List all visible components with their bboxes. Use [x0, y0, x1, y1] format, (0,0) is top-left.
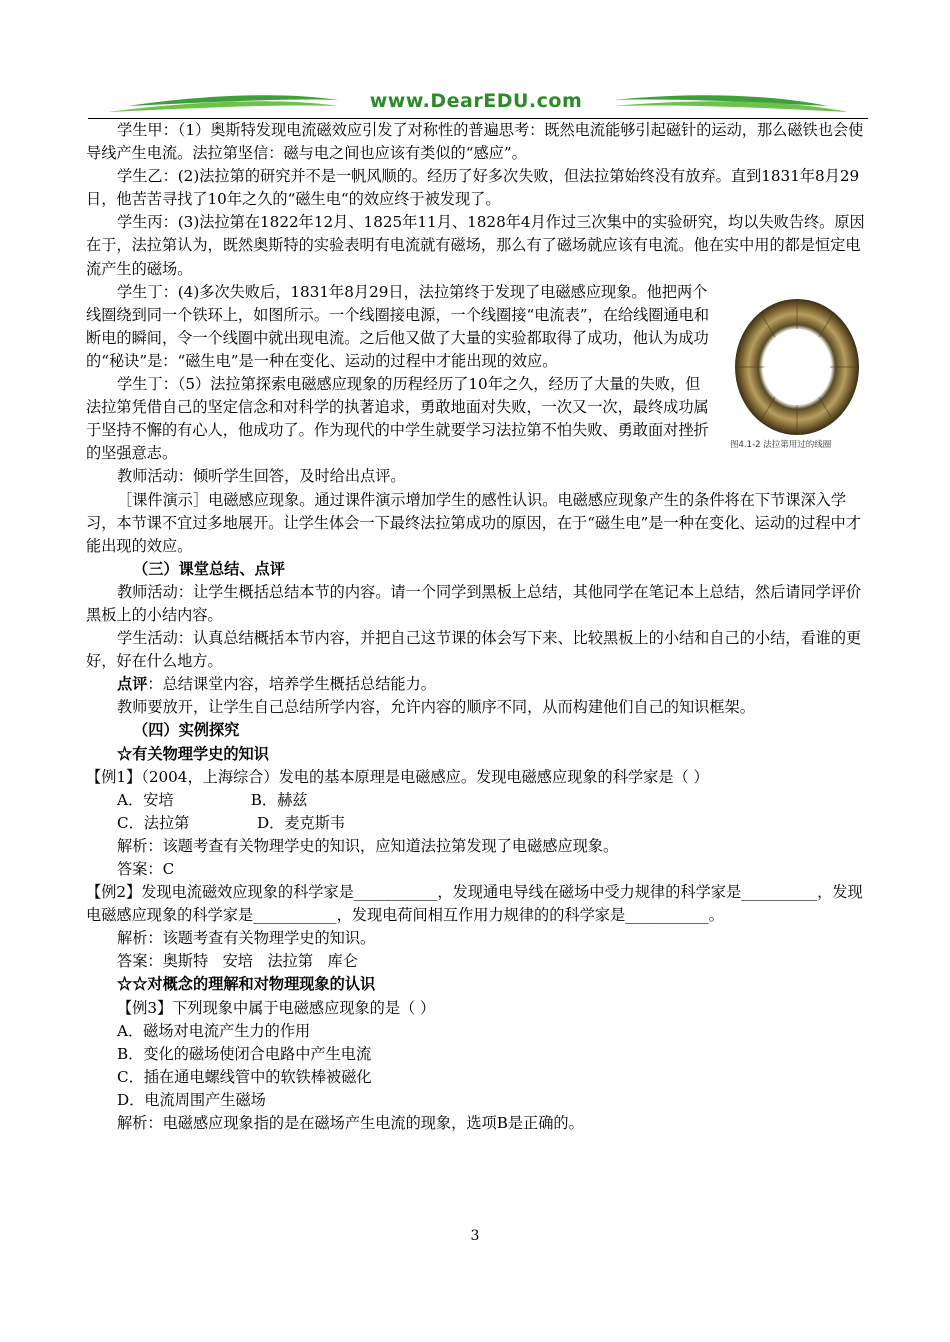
paragraph-student-c: 学生丙：(3)法拉第在1822年12月、1825年11月、1828年4月作过三次集中的实验研究，均以失败告终。原因在于，法拉第认为，既然奥斯特的实验表明有电流就有磁场，那么有了磁场就应该有电流。他在实中用的都是恒定电流产生的磁场。	[86, 213, 865, 278]
paragraph-teacher-summary: 教师活动：让学生概括总结本节的内容。请一个同学到黑板上总结，其他同学在笔记本上总结，然后请同学评价黑板上的小结内容。	[86, 582, 862, 624]
document-body	[86, 119, 870, 1135]
paragraph-student-a: 学生甲：（1）奥斯特发现电流磁效应引发了对称性的普遍思考：既然电流能够引起磁针的运动，那么磁铁也会使导线产生电流。法拉第坚信：磁与电之间也应该有类似的“感应”。	[86, 121, 864, 163]
example-1-question: 【例1】（2004，上海综合）发电的基本原理是电磁感应。发现电磁感应现象的科学家是（ ）	[86, 767, 709, 786]
subheading-concepts: ☆☆对概念的理解和对物理现象的认识	[117, 975, 376, 994]
example-3-option-a: A．磁场对电流产生力的作用	[117, 1021, 311, 1040]
figure-caption: 图4.1-2 法拉第用过的线圈	[730, 440, 832, 450]
iron-ring-coil-image	[730, 292, 864, 437]
example-1-options-ab: A．安培 B．赫兹	[117, 790, 308, 809]
coil-figure	[730, 292, 864, 462]
comment-label: 点评	[117, 675, 148, 694]
paragraph-teacher-activity: 教师活动：倾听学生回答，及时给出点评。	[117, 467, 406, 486]
site-header-banner	[88, 86, 864, 118]
example-3-analysis: 解析：电磁感应现象指的是在磁场产生电流的现象，选项B是正确的。	[117, 1114, 584, 1133]
example-3-question: 【例3】下列现象中属于电磁感应现象的是（ ）	[117, 998, 436, 1017]
comment-text: ：总结课堂内容，培养学生概括总结能力。	[147, 675, 436, 694]
page-number: 3	[470, 1228, 480, 1244]
paragraph-teacher-note: 教师要放开，让学生自己总结所学内容，允许内容的顺序不同，从而构建他们自己的知识框架。	[117, 698, 755, 717]
example-1-analysis: 解析：该题考查有关物理学史的知识，应知道法拉第发现了电磁感应现象。	[117, 836, 619, 855]
paragraph-comment	[86, 673, 870, 696]
example-3-option-c: C．插在通电螺线管中的软铁棒被磁化	[117, 1067, 372, 1086]
example-2-answer: 答案：奥斯特 安培 法拉第 库仑	[117, 952, 358, 971]
example-1-options-cd: C．法拉第 D．麦克斯韦	[117, 813, 346, 832]
example-2-question: 【例2】发现电流磁效应现象的科学家是___________，发现通电导线在磁场中受力规律的科学家是__________，发现电磁感应现象的科学家是___________，发现电荷间相互作用力规律的的科学家是___________。	[86, 883, 863, 925]
site-logo: www.DearEDU.com	[369, 90, 583, 112]
example-1-answer: 答案：C	[117, 860, 175, 878]
section-heading-examples: （四）实例探究	[133, 721, 240, 740]
paragraph-student-d-4: 学生丁：(4)多次失败后，1831年8月29日，法拉第终于发现了电磁感应现象。他把两个线圈绕到同一个铁环上，如图所示。一个线圈接电源，一个线圈接“电流表”，在给线圈通电和断电的瞬间，令一个线圈中就出现电流。之后他又做了大量的实验都取得了成功，他认为成功的“秘诀”是：“磁生电”是一种在变化、运动的过程中才能出现的效应。	[86, 282, 710, 370]
subheading-history: ☆有关物理学史的知识	[117, 744, 269, 763]
paragraph-student-b: 学生乙：(2)法拉第的研究并不是一帆风顺的。经历了好多次失败，但法拉第始终没有放弃。直到1831年8月29日，他苦苦寻找了10年之久的“磁生电“的效应终于被发现了。	[86, 167, 860, 209]
example-3-option-b: B．变化的磁场使闭合电路中产生电流	[117, 1044, 372, 1063]
paragraph-courseware-demo: ［课件演示］电磁感应现象。通过课件演示增加学生的感性认识。电磁感应现象产生的条件将在下节课深入学习，本节课不宜过多地展开。让学生体会一下最终法拉第成功的原因，在于“磁生电”是一种在变化、运动的过程中才能出现的效应。	[86, 490, 861, 555]
paragraph-student-d-5: 学生丁：（5）法拉第探索电磁感应现象的历程经历了10年之久，经历了大量的失败，但法拉第凭借自己的坚定信念和对科学的执著追求，勇敢地面对失败，一次又一次，最终成功属于坚持不懈的有心人，他成功了。作为现代的中学生就要学习法拉第不怕失败、勇敢面对挫折的坚强意志。	[86, 375, 709, 463]
example-2-analysis: 解析：该题考查有关物理学史的知识。	[117, 929, 376, 948]
paragraph-student-summary: 学生活动：认真总结概括本节内容，并把自己这节课的体会写下来、比较黑板上的小结和自己的小结，看谁的更好，好在什么地方。	[86, 629, 862, 671]
section-heading-summary: （三）课堂总结、点评	[133, 559, 285, 578]
example-3-option-d: D．电流周围产生磁场	[117, 1090, 266, 1109]
